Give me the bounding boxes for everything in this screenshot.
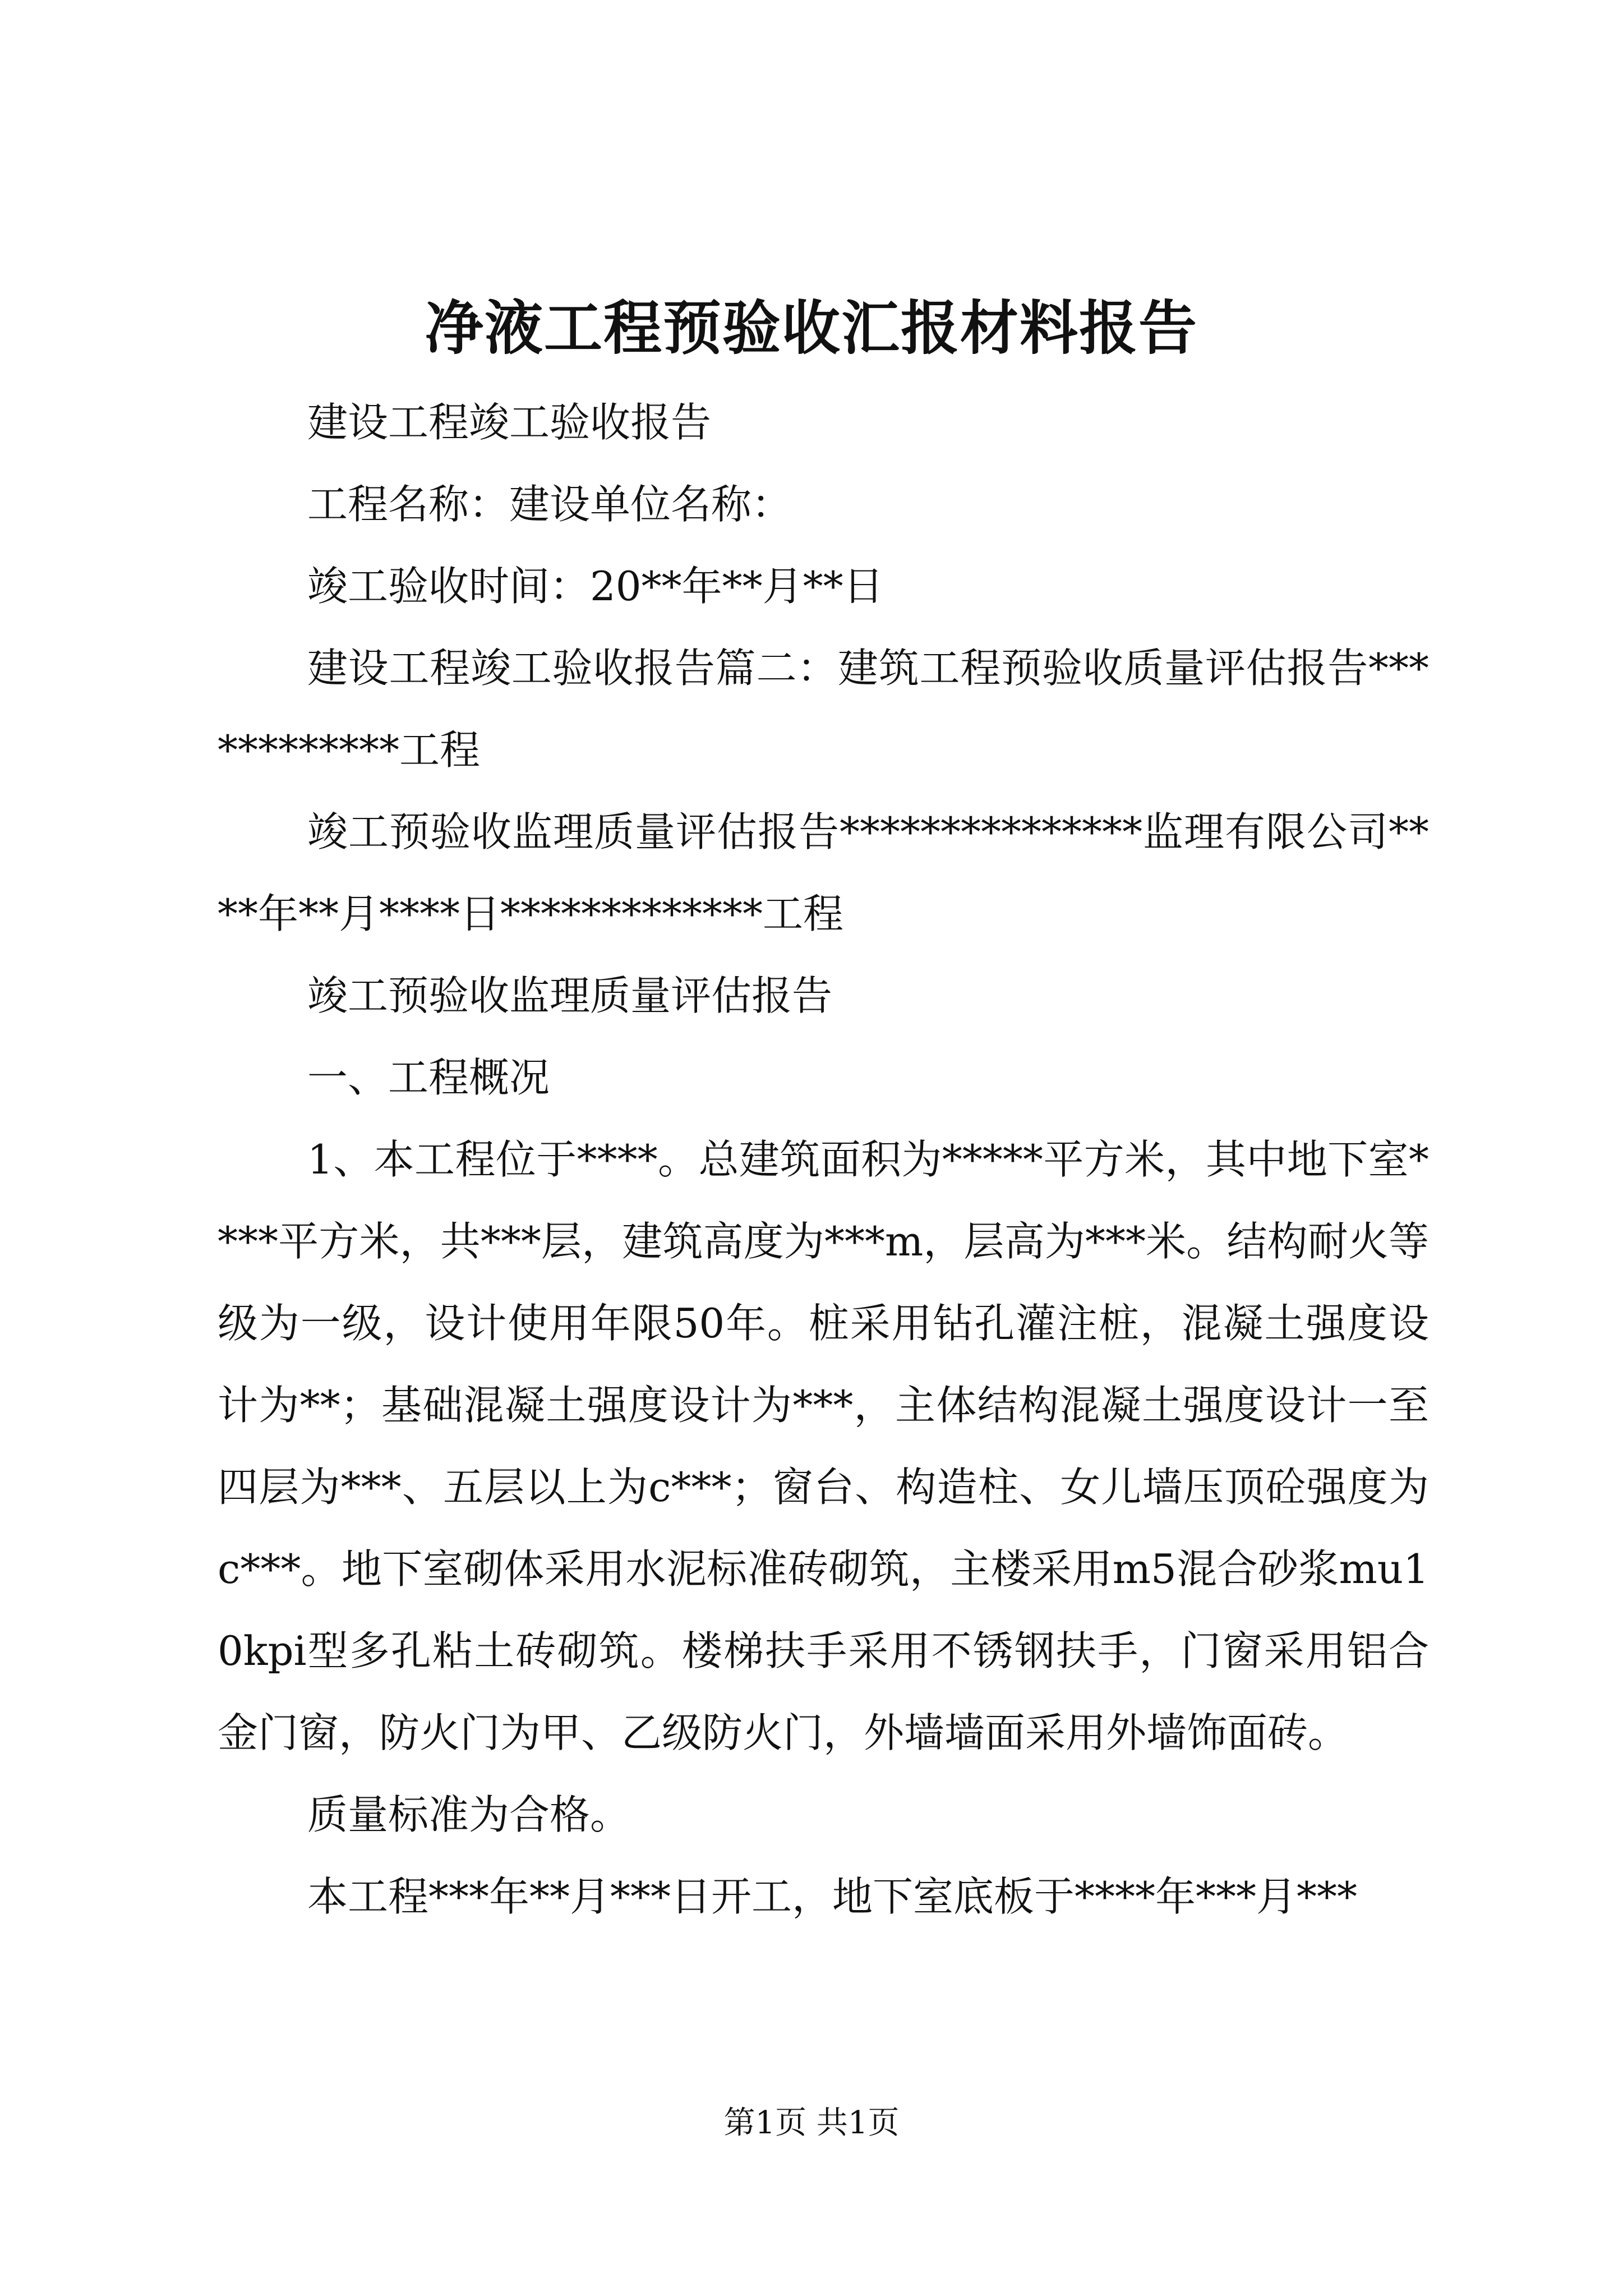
document-body: [218, 381, 1429, 1938]
paragraph-project-name: 工程名称：建设单位名称：: [307, 481, 792, 528]
paragraph-acceptance-time: 竣工验收时间：20**年**月**日: [307, 563, 884, 610]
paragraph-quality-standard: 质量标准为合格。: [307, 1791, 631, 1838]
paragraph-start-date: 本工程***年**月***日开工，地下室底板于****年***月***: [307, 1873, 1358, 1920]
paragraph-evaluation-report: 竣工预验收监理质量评估报告: [307, 972, 833, 1019]
paragraph-chapter-two: 建设工程竣工验收报告篇二：建筑工程预验收质量评估报告************工程: [218, 645, 1429, 774]
paragraph-project-details: 1、本工程位于****。总建筑面积为*****平方米，其中地下室****平方米，共***层，建筑高度为***m，层高为***米。结构耐火等级为一级，设计使用年限50年。桩采用钻孔灌注桩，混凝土强度设计为**；基础混凝土强度设计为***，主体结构混凝土强度设计一至四层为***、五层以上为c***；窗台、构造柱、女儿墙压顶砼强度为c***。地下室砌体采用水泥标准砖砌筑，主楼采用m5混合砂浆mu10kpi型多孔粘土砖砌筑。楼梯扶手采用不锈钢扶手，门窗采用铝合金门窗，防火门为甲、乙级防火门，外墙墙面采用外墙饰面砖。: [218, 1136, 1429, 1756]
paragraph-supervision-company: 竣工预验收监理质量评估报告***************监理有限公司****年**月****日*************工程: [218, 808, 1429, 937]
page-footer: 第1页 共1页: [723, 2105, 900, 2141]
document-title: 净液工程预验收汇报材料报告: [425, 293, 1198, 362]
section-heading-overview: 一、工程概况: [307, 1054, 550, 1101]
paragraph-report-name: 建设工程竣工验收报告: [307, 399, 712, 446]
